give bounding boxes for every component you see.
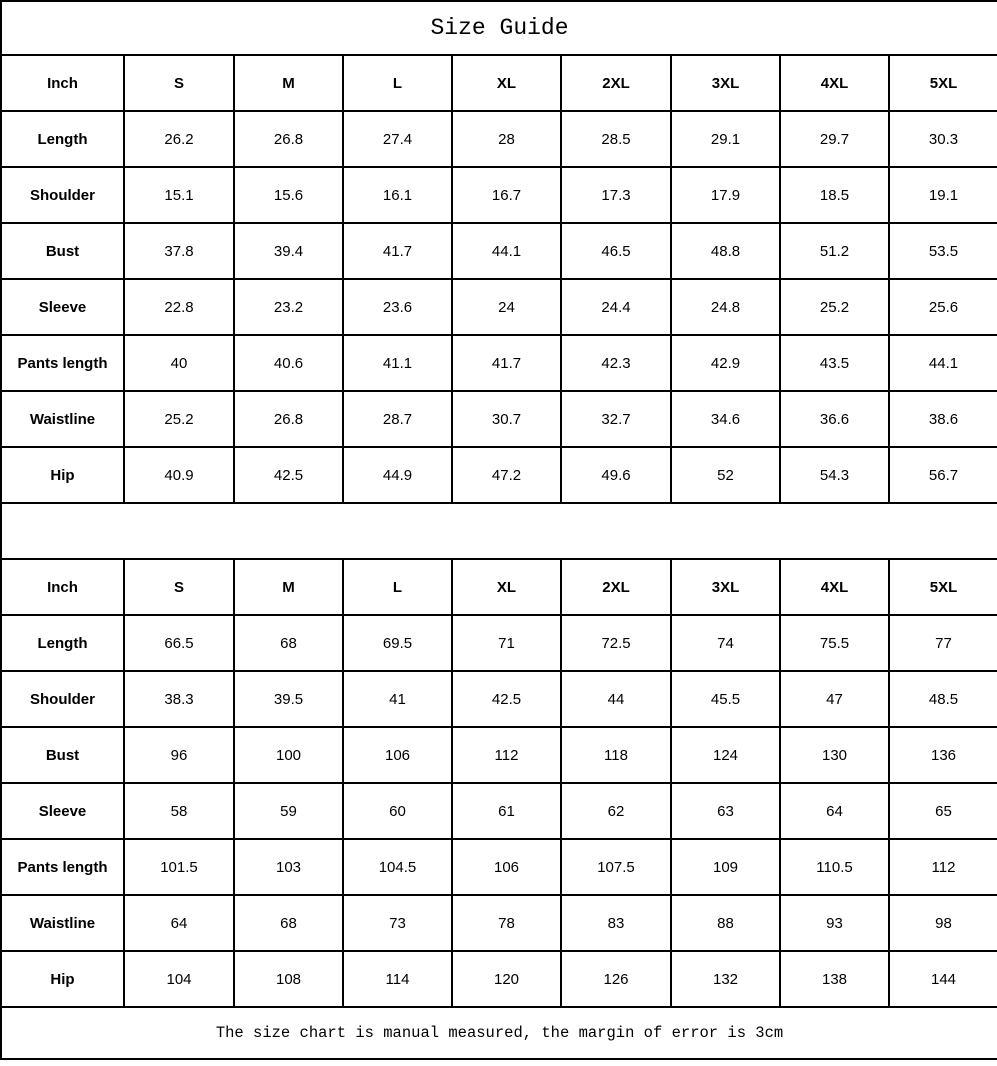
size-value-cell: 51.2 <box>780 223 889 279</box>
size-column-header: 2XL <box>561 55 671 111</box>
size-value-cell: 61 <box>452 783 561 839</box>
size-value-cell: 112 <box>452 727 561 783</box>
size-column-header: 2XL <box>561 559 671 615</box>
size-value-cell: 77 <box>889 615 997 671</box>
size-header-row <box>1 559 997 615</box>
measurement-row <box>1 727 997 783</box>
size-value-cell: 34.6 <box>671 391 780 447</box>
size-value-cell: 45.5 <box>671 671 780 727</box>
size-value-cell: 98 <box>889 895 997 951</box>
measurement-row <box>1 839 997 895</box>
size-column-header: L <box>343 55 452 111</box>
size-value-cell: 106 <box>343 727 452 783</box>
size-value-cell: 132 <box>671 951 780 1007</box>
size-value-cell: 107.5 <box>561 839 671 895</box>
size-value-cell: 62 <box>561 783 671 839</box>
size-value-cell: 17.3 <box>561 167 671 223</box>
size-value-cell: 28 <box>452 111 561 167</box>
row-label: Waistline <box>1 895 124 951</box>
row-label: Waistline <box>1 391 124 447</box>
size-value-cell: 109 <box>671 839 780 895</box>
size-value-cell: 68 <box>234 895 343 951</box>
size-value-cell: 71 <box>452 615 561 671</box>
size-column-header: 4XL <box>780 559 889 615</box>
size-value-cell: 41 <box>343 671 452 727</box>
row-label: Pants length <box>1 839 124 895</box>
measurement-row <box>1 783 997 839</box>
size-value-cell: 88 <box>671 895 780 951</box>
size-value-cell: 43.5 <box>780 335 889 391</box>
size-value-cell: 65 <box>889 783 997 839</box>
size-value-cell: 75.5 <box>780 615 889 671</box>
size-value-cell: 104.5 <box>343 839 452 895</box>
size-value-cell: 124 <box>671 727 780 783</box>
measurement-row <box>1 391 997 447</box>
size-value-cell: 59 <box>234 783 343 839</box>
size-value-cell: 17.9 <box>671 167 780 223</box>
size-value-cell: 26.2 <box>124 111 234 167</box>
size-value-cell: 96 <box>124 727 234 783</box>
size-value-cell: 27.4 <box>343 111 452 167</box>
size-value-cell: 18.5 <box>780 167 889 223</box>
row-label: Hip <box>1 951 124 1007</box>
size-column-header: L <box>343 559 452 615</box>
row-label: Bust <box>1 727 124 783</box>
title-row <box>1 1 997 55</box>
row-label: Sleeve <box>1 783 124 839</box>
size-value-cell: 108 <box>234 951 343 1007</box>
size-value-cell: 93 <box>780 895 889 951</box>
size-value-cell: 41.7 <box>452 335 561 391</box>
size-value-cell: 48.5 <box>889 671 997 727</box>
page-title: Size Guide <box>1 1 997 55</box>
size-value-cell: 144 <box>889 951 997 1007</box>
size-value-cell: 32.7 <box>561 391 671 447</box>
size-value-cell: 25.2 <box>780 279 889 335</box>
measurement-row <box>1 895 997 951</box>
footer-row <box>1 1007 997 1059</box>
size-value-cell: 68 <box>234 615 343 671</box>
size-value-cell: 25.2 <box>124 391 234 447</box>
size-value-cell: 44.9 <box>343 447 452 503</box>
size-value-cell: 36.6 <box>780 391 889 447</box>
row-label: Hip <box>1 447 124 503</box>
size-value-cell: 74 <box>671 615 780 671</box>
size-value-cell: 29.1 <box>671 111 780 167</box>
measurement-row <box>1 335 997 391</box>
measurement-row <box>1 671 997 727</box>
size-value-cell: 66.5 <box>124 615 234 671</box>
size-value-cell: 15.6 <box>234 167 343 223</box>
spacer-cell <box>1 503 997 559</box>
size-value-cell: 100 <box>234 727 343 783</box>
measurement-row <box>1 447 997 503</box>
size-value-cell: 29.7 <box>780 111 889 167</box>
size-value-cell: 118 <box>561 727 671 783</box>
size-value-cell: 103 <box>234 839 343 895</box>
size-value-cell: 44 <box>561 671 671 727</box>
row-label: Length <box>1 615 124 671</box>
size-value-cell: 78 <box>452 895 561 951</box>
size-value-cell: 58 <box>124 783 234 839</box>
size-column-header: 4XL <box>780 55 889 111</box>
size-header-row <box>1 55 997 111</box>
size-value-cell: 40.6 <box>234 335 343 391</box>
size-value-cell: 19.1 <box>889 167 997 223</box>
size-value-cell: 138 <box>780 951 889 1007</box>
size-value-cell: 56.7 <box>889 447 997 503</box>
size-value-cell: 23.6 <box>343 279 452 335</box>
size-column-header: 3XL <box>671 559 780 615</box>
measurement-row <box>1 279 997 335</box>
size-value-cell: 114 <box>343 951 452 1007</box>
size-value-cell: 44.1 <box>889 335 997 391</box>
unit-label-cell: Inch <box>1 559 124 615</box>
size-value-cell: 60 <box>343 783 452 839</box>
row-label: Shoulder <box>1 167 124 223</box>
row-label: Shoulder <box>1 671 124 727</box>
size-value-cell: 136 <box>889 727 997 783</box>
size-value-cell: 83 <box>561 895 671 951</box>
size-column-header: 3XL <box>671 55 780 111</box>
size-value-cell: 101.5 <box>124 839 234 895</box>
measurement-row <box>1 223 997 279</box>
measurement-row <box>1 111 997 167</box>
size-column-header: XL <box>452 55 561 111</box>
row-label: Sleeve <box>1 279 124 335</box>
size-value-cell: 130 <box>780 727 889 783</box>
size-value-cell: 48.8 <box>671 223 780 279</box>
size-value-cell: 38.6 <box>889 391 997 447</box>
footer-note: The size chart is manual measured, the margin of error is 3cm <box>1 1007 997 1059</box>
size-value-cell: 28.5 <box>561 111 671 167</box>
size-value-cell: 52 <box>671 447 780 503</box>
size-value-cell: 49.6 <box>561 447 671 503</box>
measurement-row <box>1 615 997 671</box>
size-value-cell: 106 <box>452 839 561 895</box>
size-value-cell: 42.5 <box>234 447 343 503</box>
size-value-cell: 63 <box>671 783 780 839</box>
row-label: Pants length <box>1 335 124 391</box>
size-value-cell: 24.4 <box>561 279 671 335</box>
size-value-cell: 73 <box>343 895 452 951</box>
size-value-cell: 40.9 <box>124 447 234 503</box>
size-value-cell: 24 <box>452 279 561 335</box>
size-value-cell: 47 <box>780 671 889 727</box>
size-column-header: M <box>234 559 343 615</box>
size-value-cell: 53.5 <box>889 223 997 279</box>
size-value-cell: 37.8 <box>124 223 234 279</box>
size-column-header: 5XL <box>889 55 997 111</box>
measurement-row <box>1 167 997 223</box>
size-value-cell: 110.5 <box>780 839 889 895</box>
size-column-header: 5XL <box>889 559 997 615</box>
size-value-cell: 28.7 <box>343 391 452 447</box>
size-value-cell: 42.3 <box>561 335 671 391</box>
row-label: Bust <box>1 223 124 279</box>
size-value-cell: 104 <box>124 951 234 1007</box>
size-column-header: M <box>234 55 343 111</box>
size-value-cell: 41.7 <box>343 223 452 279</box>
size-value-cell: 26.8 <box>234 111 343 167</box>
size-value-cell: 16.7 <box>452 167 561 223</box>
size-value-cell: 24.8 <box>671 279 780 335</box>
size-value-cell: 16.1 <box>343 167 452 223</box>
size-value-cell: 41.1 <box>343 335 452 391</box>
unit-label-cell: Inch <box>1 55 124 111</box>
size-value-cell: 26.8 <box>234 391 343 447</box>
size-value-cell: 30.3 <box>889 111 997 167</box>
size-value-cell: 120 <box>452 951 561 1007</box>
size-value-cell: 38.3 <box>124 671 234 727</box>
size-value-cell: 39.4 <box>234 223 343 279</box>
size-value-cell: 23.2 <box>234 279 343 335</box>
size-value-cell: 30.7 <box>452 391 561 447</box>
size-value-cell: 42.5 <box>452 671 561 727</box>
size-value-cell: 15.1 <box>124 167 234 223</box>
size-value-cell: 40 <box>124 335 234 391</box>
measurement-row <box>1 951 997 1007</box>
size-value-cell: 46.5 <box>561 223 671 279</box>
size-value-cell: 47.2 <box>452 447 561 503</box>
size-column-header: XL <box>452 559 561 615</box>
size-value-cell: 54.3 <box>780 447 889 503</box>
row-label: Length <box>1 111 124 167</box>
size-value-cell: 64 <box>780 783 889 839</box>
spacer-row <box>1 503 997 559</box>
size-value-cell: 72.5 <box>561 615 671 671</box>
size-value-cell: 126 <box>561 951 671 1007</box>
size-column-header: S <box>124 55 234 111</box>
size-column-header: S <box>124 559 234 615</box>
size-value-cell: 69.5 <box>343 615 452 671</box>
size-value-cell: 25.6 <box>889 279 997 335</box>
size-value-cell: 112 <box>889 839 997 895</box>
size-value-cell: 42.9 <box>671 335 780 391</box>
size-value-cell: 39.5 <box>234 671 343 727</box>
size-value-cell: 22.8 <box>124 279 234 335</box>
size-value-cell: 44.1 <box>452 223 561 279</box>
size-value-cell: 64 <box>124 895 234 951</box>
